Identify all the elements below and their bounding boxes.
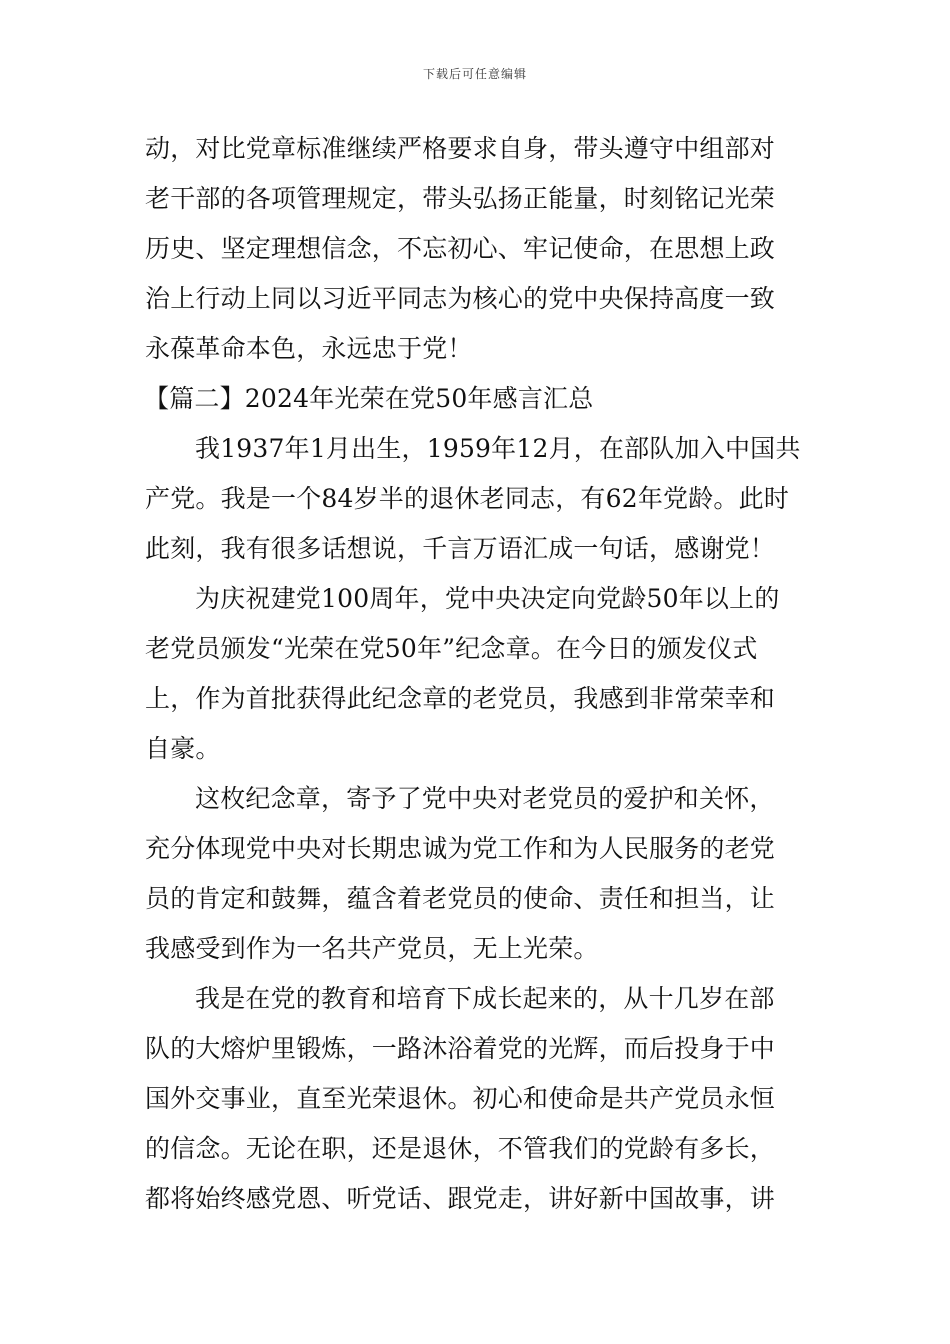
- text-line: 产党。我是一个84岁半的退休老同志，有62年党龄。此时: [145, 484, 790, 513]
- document-body: [145, 124, 810, 1224]
- paragraph-first-line: 我是在党的教育和培育下成长起来的，从十几岁在部: [195, 984, 775, 1013]
- text-line: 我感受到作为一名共产党员，无上光荣。: [145, 934, 599, 963]
- text-line: 历史、坚定理想信念，不忘初心、牢记使命，在思想上政: [145, 234, 776, 263]
- text-line: 治上行动上同以习近平同志为核心的党中央保持高度一致: [145, 284, 776, 313]
- text-line: 此刻，我有很多话想说，千言万语汇成一句话，感谢党！: [145, 534, 776, 563]
- text-line: 队的大熔炉里锻炼，一路沐浴着党的光辉，而后投身于中: [145, 1034, 776, 1063]
- paragraph-first-line: 为庆祝建党100周年，党中央决定向党龄50年以上的: [195, 584, 780, 613]
- text-line: 充分体现党中央对长期忠诚为党工作和为人民服务的老党: [145, 834, 776, 863]
- section-heading: 【篇二】2024年光荣在党50年感言汇总: [144, 384, 594, 413]
- text-line: 的信念。无论在职，还是退休，不管我们的党龄有多长，: [145, 1134, 776, 1163]
- paragraph-first-line: 我1937年1月出生，1959年12月，在部队加入中国共: [195, 434, 801, 463]
- text-line: 国外交事业，直至光荣退休。初心和使命是共产党员永恒: [145, 1084, 776, 1113]
- text-line: 老党员颁发“光荣在党50年”纪念章。在今日的颁发仪式: [145, 634, 758, 663]
- text-line: 老干部的各项管理规定，带头弘扬正能量，时刻铭记光荣: [145, 184, 776, 213]
- text-line: 自豪。: [145, 734, 221, 763]
- text-line: 永葆革命本色，永远忠于党！: [145, 334, 473, 363]
- text-line: 动，对比党章标准继续严格要求自身，带头遵守中组部对: [145, 134, 776, 163]
- text-line: 员的肯定和鼓舞，蕴含着老党员的使命、责任和担当，让: [145, 884, 776, 913]
- paragraph-first-line: 这枚纪念章，寄予了党中央对老党员的爱护和关怀，: [195, 784, 775, 813]
- text-line: 都将始终感党恩、听党话、跟党走，讲好新中国故事，讲: [145, 1184, 776, 1213]
- page-header: 下载后可任意编辑: [422, 67, 527, 81]
- text-line: 上，作为首批获得此纪念章的老党员，我感到非常荣幸和: [145, 684, 776, 713]
